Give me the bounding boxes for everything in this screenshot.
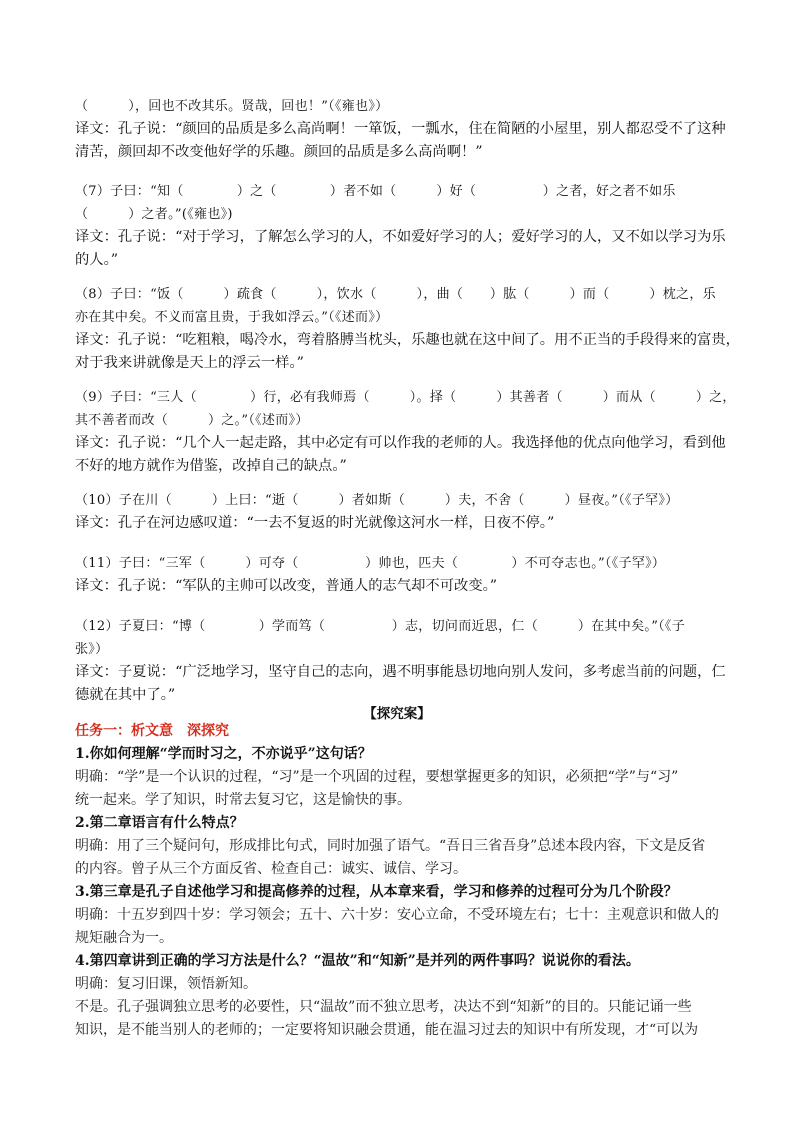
source-line: （ ）之者。”(《雍也》): [75, 207, 233, 222]
source-line: （9）子曰：“三人（ ）行，必有我师焉（ ）。择（ ）其善者（ ）而从（ ）之，: [75, 390, 736, 405]
section-title: 【探究案】: [363, 706, 431, 722]
source-line: （11）子曰：“三军（ ）可夺（ ）帅也，匹夫（ ）不可夺志也。”（《子罕》）: [75, 556, 666, 571]
source-line: 张》）: [75, 642, 109, 657]
answer-line: 明确：用了三个疑问句，形成排比句式，同时加强了语气。“吾日三省吾身”总述本段内容，下文是反省: [75, 838, 706, 854]
passage-10: [75, 489, 725, 535]
source-line: 亦在其中矣。不义而富且贵，于我如浮云。”（《述而》）: [75, 310, 389, 325]
source-line: 其不善者而改（ ）之。”（《述而》）: [75, 413, 309, 428]
question: 2.第二章语言有什么特点？: [75, 815, 244, 831]
passage-9: [75, 386, 736, 478]
source-line: （12）子夏曰：“博（ ）学而笃（ ）志，切问而近思，仁（ ）在其中矣。”（《子: [75, 619, 686, 634]
question: 3.第三章是孔子自述他学习和提高修养的过程，从本章来看，学习和修养的过程可分为几个阶段？: [75, 884, 678, 900]
answer-line: 统一起来。学了知识，时常去复习它，这是愉快的事。: [75, 792, 411, 808]
answer-line: 规矩融合为一。: [75, 930, 173, 946]
translation-line: 译文：孔子说：“军队的主帅可以改变，普通人的志气却不可改变。”: [75, 578, 498, 594]
translation-line: 清苦，颜回却不改变他好学的乐趣。颜回的品质是多么高尚啊！”: [75, 144, 483, 160]
translation-line: 译文：子夏说：“广泛地学习，坚守自己的志向，遇不明事能恳切地向别人发问，多考虑当前的问题，仁: [75, 664, 726, 680]
answer-line: 明确：“学”是一个认识的过程，“习”是一个巩固的过程，要想掌握更多的知识，必须把“学”与“习”: [75, 769, 679, 785]
answer-line: 知识，是不能当别人的老师的；一定要将知识融会贯通，能在温习过去的知识中有所发现，才“可以为: [75, 1022, 699, 1038]
passage-6: [75, 95, 725, 164]
passage-12: [75, 615, 725, 707]
source-line: （8）子曰：“饭（ ）疏食（ ），饮水（ ），曲（ ）肱（ ）而（ ）枕之，乐: [75, 287, 716, 302]
answer-line: 明确：十五岁到四十岁：学习领会；五十、六十岁：安心立命，不受环境左右；七十：主观意识和做人的: [75, 907, 719, 923]
translation-line: 译文：孔子在河边感叹道：“一去不复返的时光就像这河水一样，日夜不停。”: [75, 515, 555, 531]
translation-line: 译文：孔子说：“对于学习，了解怎么学习的人，不如爱好学习的人；爱好学习的人，又不如以学习为乐: [75, 229, 726, 245]
translation-line: 译文：孔子说：“颜回的品质是多么高尚啊！一箪饭，一瓢水，住在简陋的小屋里，别人都忍受不了这种: [75, 121, 726, 137]
answer-line: 明确：复习旧课，领悟新知。: [75, 976, 257, 992]
source-line: （10）子在川（ ）上曰：“逝（ ）者如斯（ ）夫，不舍（ ）昼夜。”（《子罕》）: [75, 493, 679, 508]
passage-11: [75, 552, 725, 598]
translation-line: 译文：孔子说：“吃粗粮，喝冷水，弯着胳膊当枕头，乐趣也就在这中间了。用不正当的手段得来的富贵，: [75, 332, 740, 348]
translation-line: 的人。”: [75, 252, 119, 268]
question: 1.你如何理解“学而时习之，不亦说乎”这句话？: [75, 746, 372, 762]
source-line: （7）子曰：“知（ ）之（ ）者不如（ ）好（ ）之者，好之者不如乐: [75, 184, 676, 199]
translation-line: 译文：孔子说：“几个人一起走路，其中必定有可以作我的老师的人。我选择他的优点向他学习，看到他: [75, 435, 726, 451]
passage-7: [75, 180, 725, 272]
task-title: 任务一：析文意 深探究: [75, 723, 229, 739]
question: 4.第四章讲到正确的学习方法是什么？“温故”和“知新”是并列的两件事吗？说说你的看法。: [75, 953, 640, 969]
passage-8: [75, 283, 740, 375]
exploration-section: [75, 720, 725, 1042]
answer-line: 不是。孔子强调独立思考的必要性，只“温故”而不独立思考，决达不到“知新”的目的。只能记诵一些: [75, 999, 692, 1015]
translation-line: 不好的地方就作为借鉴，改掉自己的缺点。”: [75, 458, 347, 474]
answer-line: 的内容。曾子从三个方面反省、检查自己：诚实、诚信、学习。: [75, 861, 467, 877]
translation-line: 对于我来讲就像是天上的浮云一样。”: [75, 355, 304, 371]
translation-line: 德就在其中了。”: [75, 687, 176, 703]
source-line: （ ），回也不改其乐。贤哉，回也！”（《雍也》）: [75, 99, 389, 114]
